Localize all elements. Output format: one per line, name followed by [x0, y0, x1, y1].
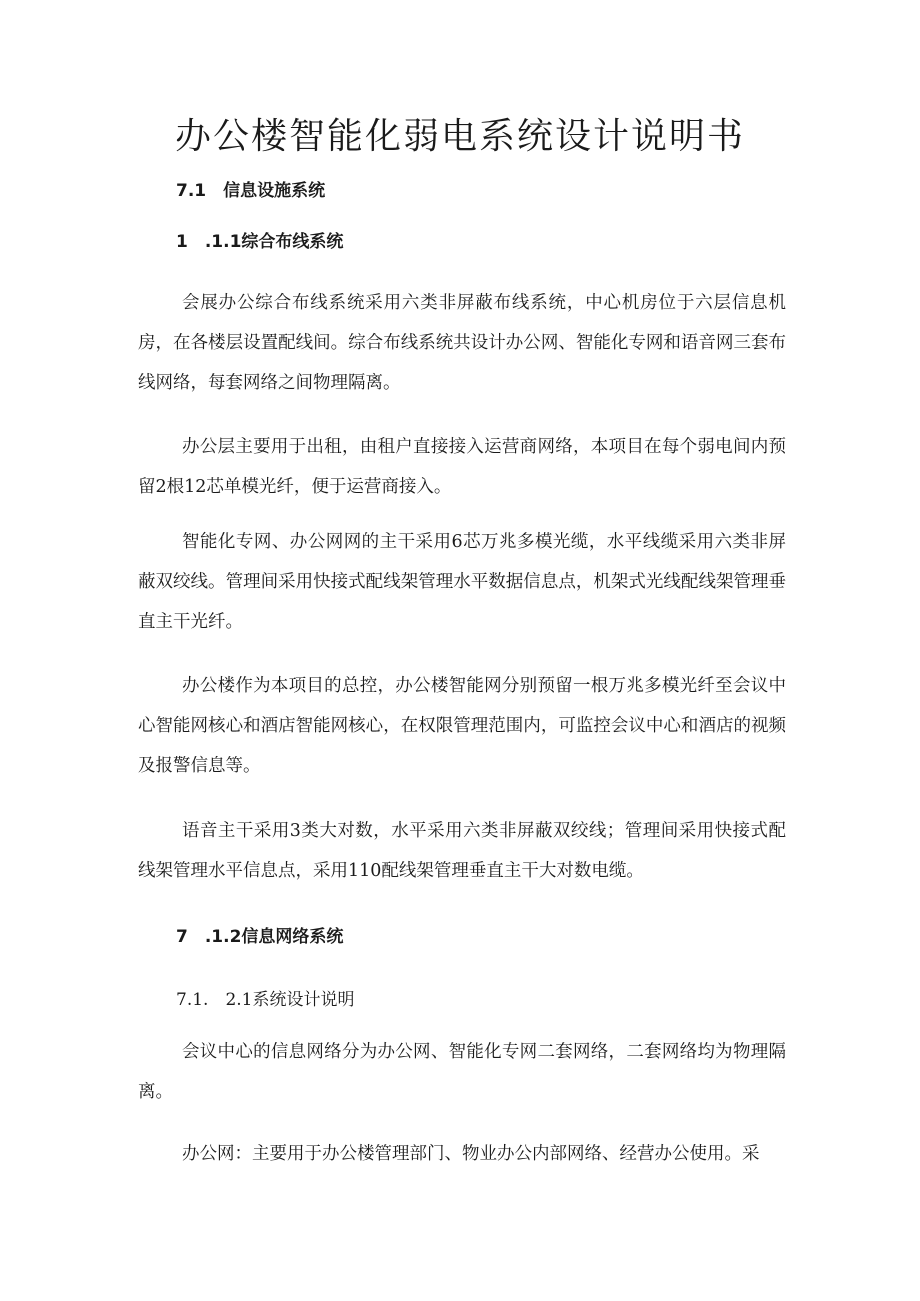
paragraph-control-center: 办公楼作为本项目的总控，办公楼智能网分别预留一根万兆多模光纤至会议中心智能网核心和酒店智能网核心，在权限管理范围内，可监控会议中心和酒店的视频及报警信息等。	[138, 676, 786, 776]
paragraph-voice-backbone: 语音主干采用3类大对数，水平采用六类非屏蔽双绞线；管理间采用快接式配线架管理水平信息点，采用110配线架管理垂直主干大对数电缆。	[138, 821, 786, 881]
paragraph-backbone: 智能化专网、办公网网的主干采用6芯万兆多模光缆，水平线缆采用六类非屏蔽双绞线。管理间采用快接式配线架管理水平数据信息点，机架式光线配线架管理垂直主干光纤。	[138, 532, 786, 632]
paragraph-office-floor: 办公层主要用于出租，由租户直接接入运营商网络，本项目在每个弱电间内预留2根12芯单模光纤，便于运营商接入。	[138, 437, 786, 497]
paragraph-network-split: 会议中心的信息网络分为办公网、智能化专网二套网络，二套网络均为物理隔离。	[138, 1042, 786, 1102]
paragraph-cabling-overview: 会展办公综合布线系统采用六类非屏蔽布线系统，中心机房位于六层信息机房，在各楼层设置配线间。综合布线系统共设计办公网、智能化专网和语音网三套布线网络，每套网络之间物理隔离。	[138, 293, 786, 393]
document-title: 办公楼智能化弱电系统设计说明书	[174, 116, 745, 157]
section-heading-7-1: 7.1 信息设施系统	[176, 181, 326, 201]
section-heading-7-1-2: 7 .1.2信息网络系统	[176, 927, 344, 947]
paragraph-office-network: 办公网：主要用于办公楼管理部门、物业办公内部网络、经营办公使用。采	[182, 1144, 760, 1164]
section-heading-7-1-1: 1 .1.1综合布线系统	[176, 232, 344, 252]
section-heading-7-1-2-1: 7.1. 2.1系统设计说明	[176, 990, 355, 1010]
